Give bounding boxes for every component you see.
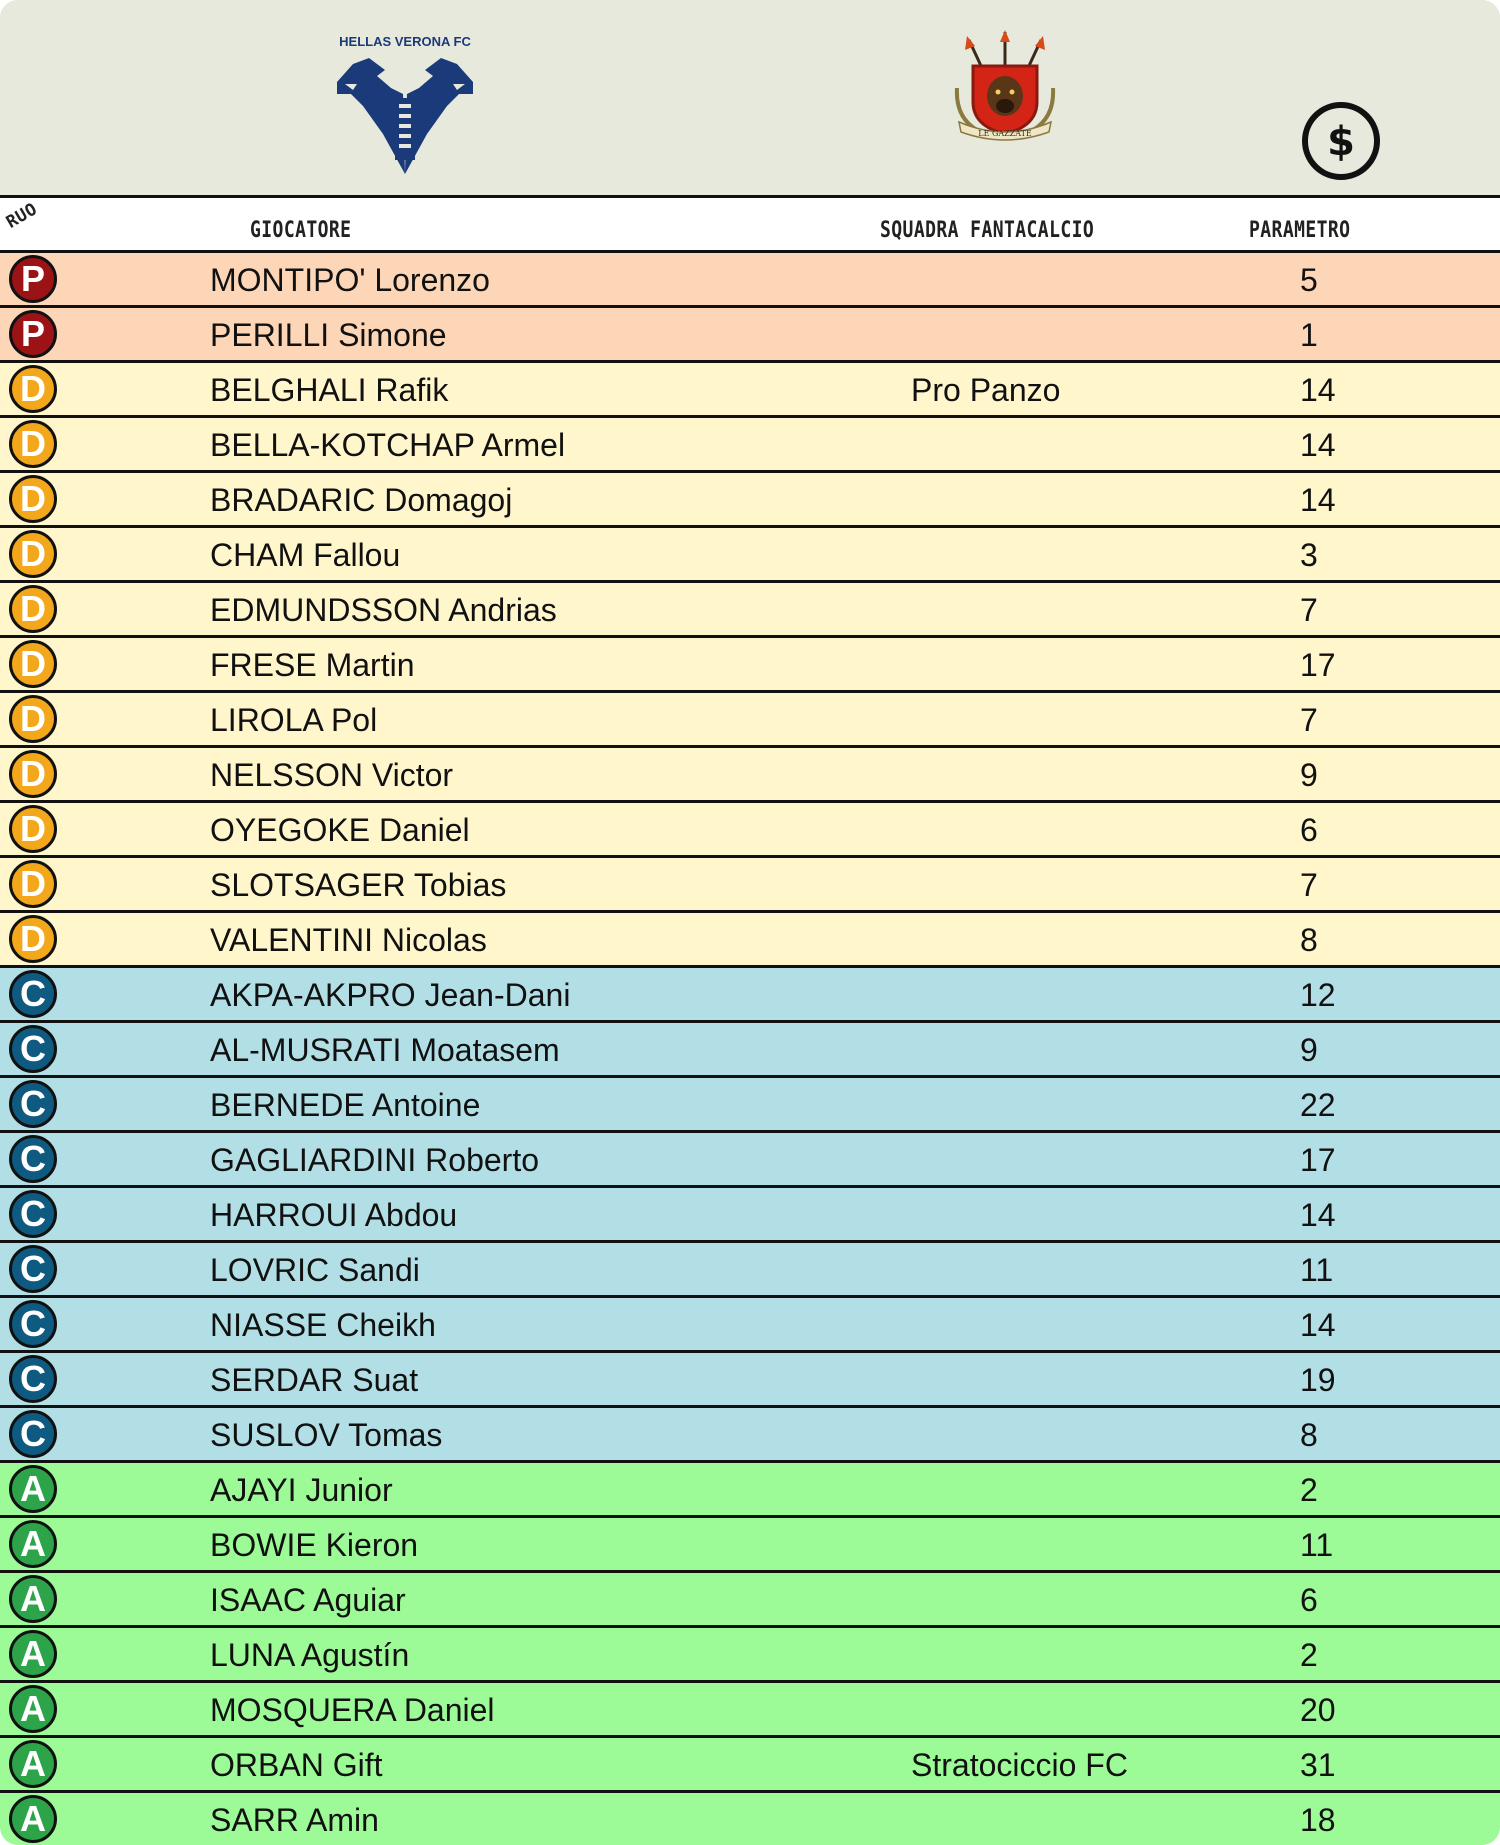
table-row [0, 858, 1500, 913]
player-parameter: 14 [1300, 482, 1336, 518]
role-badge: D [9, 860, 57, 908]
table-row [0, 1683, 1500, 1738]
table-row [0, 968, 1500, 1023]
column-header-player: GIOCATORE [250, 218, 352, 243]
role-badge: C [9, 1300, 57, 1348]
player-name: GAGLIARDINI Roberto [210, 1142, 539, 1178]
table-row [0, 1353, 1500, 1408]
table-row [0, 693, 1500, 748]
player-name: LUNA Agustín [210, 1637, 410, 1673]
dollar-coin-icon [1301, 101, 1381, 181]
player-parameter: 8 [1300, 1417, 1318, 1453]
player-parameter: 2 [1300, 1472, 1318, 1508]
table-row [0, 1573, 1500, 1628]
table-row [0, 748, 1500, 803]
table-row [0, 1408, 1500, 1463]
table-row [0, 1133, 1500, 1188]
player-name: LIROLA Pol [210, 702, 378, 738]
player-parameter: 7 [1300, 867, 1318, 903]
player-parameter: 14 [1300, 1307, 1336, 1343]
column-header-parameter: PARAMETRO [1249, 218, 1351, 243]
role-badge: C [9, 1190, 57, 1238]
player-parameter: 19 [1300, 1362, 1336, 1398]
table-row [0, 1243, 1500, 1298]
player-name: SUSLOV Tomas [210, 1417, 443, 1453]
column-header-role: RUO [3, 199, 41, 233]
column-header-fanta-team: SQUADRA FANTACALCIO [880, 218, 1095, 243]
role-badge: A [9, 1575, 57, 1623]
role-badge: C [9, 1355, 57, 1403]
player-parameter: 6 [1300, 1582, 1318, 1618]
role-badge: D [9, 420, 57, 468]
table-row [0, 583, 1500, 638]
role-badge: D [9, 695, 57, 743]
role-badge: A [9, 1740, 57, 1788]
table-row [0, 363, 1500, 418]
player-name: BELLA-KOTCHAP Armel [210, 427, 566, 463]
player-name: FRESE Martin [210, 647, 415, 683]
player-parameter: 1 [1300, 317, 1318, 353]
player-name: CHAM Fallou [210, 537, 401, 573]
table-row [0, 1298, 1500, 1353]
player-name: BRADARIC Domagoj [210, 482, 513, 518]
column-header-row [0, 198, 1500, 250]
role-badge: A [9, 1630, 57, 1678]
player-table [0, 253, 1500, 1845]
player-parameter: 7 [1300, 702, 1318, 738]
player-parameter: 3 [1300, 537, 1318, 573]
player-name: EDMUNDSSON Andrias [210, 592, 557, 628]
table-row [0, 473, 1500, 528]
role-badge: D [9, 805, 57, 853]
table-row [0, 308, 1500, 363]
table-row [0, 1793, 1500, 1845]
player-name: HARROUI Abdou [210, 1197, 458, 1233]
role-badge: C [9, 1245, 57, 1293]
table-row [0, 253, 1500, 308]
role-badge: D [9, 475, 57, 523]
role-badge: P [9, 310, 57, 358]
role-badge: D [9, 530, 57, 578]
player-parameter: 14 [1300, 372, 1336, 408]
player-name: BOWIE Kieron [210, 1527, 419, 1563]
table-row [0, 418, 1500, 473]
player-name: VALENTINI Nicolas [210, 922, 487, 958]
role-badge: C [9, 1080, 57, 1128]
player-parameter: 2 [1300, 1637, 1318, 1673]
player-parameter: 18 [1300, 1802, 1336, 1838]
player-parameter: 14 [1300, 427, 1336, 463]
player-parameter: 12 [1300, 977, 1336, 1013]
player-name: BELGHALI Rafik [210, 372, 449, 408]
player-parameter: 14 [1300, 1197, 1336, 1233]
league-ribbon-text: LE GAZZATE [978, 129, 1032, 138]
player-name: ISAAC Aguiar [210, 1582, 406, 1618]
header [0, 0, 1500, 196]
player-parameter: 6 [1300, 812, 1318, 848]
player-name: NELSSON Victor [210, 757, 454, 793]
hellas-verona-logo-icon [333, 54, 477, 176]
player-name: ORBAN Gift [210, 1747, 383, 1783]
player-parameter: 31 [1300, 1747, 1336, 1783]
player-parameter: 11 [1300, 1527, 1334, 1563]
role-badge: C [9, 970, 57, 1018]
role-badge: A [9, 1520, 57, 1568]
table-row [0, 528, 1500, 583]
table-row [0, 1463, 1500, 1518]
table-row [0, 1518, 1500, 1573]
player-parameter: 9 [1300, 757, 1318, 793]
table-row [0, 1628, 1500, 1683]
player-name: AKPA-AKPRO Jean-Dani [210, 977, 571, 1013]
player-name: MONTIPO' Lorenzo [210, 262, 490, 298]
player-name: SLOTSAGER Tobias [210, 867, 507, 903]
role-badge: A [9, 1465, 57, 1513]
role-badge: P [9, 255, 57, 303]
role-badge: A [9, 1685, 57, 1733]
table-row [0, 1023, 1500, 1078]
league-crest-logo-icon [945, 30, 1065, 142]
player-parameter: 7 [1300, 592, 1318, 628]
player-name: SARR Amin [210, 1802, 379, 1838]
role-badge: A [9, 1795, 57, 1843]
player-name: PERILLI Simone [210, 317, 447, 353]
currency-symbol: $ [1327, 119, 1355, 165]
table-row [0, 803, 1500, 858]
table-row [0, 1078, 1500, 1133]
club-name: HELLAS VERONA FC [339, 34, 471, 49]
table-row [0, 1188, 1500, 1243]
player-name: SERDAR Suat [210, 1362, 419, 1398]
role-badge: D [9, 640, 57, 688]
role-badge: C [9, 1410, 57, 1458]
table-row [0, 638, 1500, 693]
table-row [0, 913, 1500, 968]
player-name: AL-MUSRATI Moatasem [210, 1032, 560, 1068]
player-parameter: 20 [1300, 1692, 1336, 1728]
player-name: OYEGOKE Daniel [210, 812, 470, 848]
player-parameter: 11 [1300, 1252, 1334, 1288]
player-parameter: 8 [1300, 922, 1318, 958]
player-name: BERNEDE Antoine [210, 1087, 481, 1123]
player-name: LOVRIC Sandi [210, 1252, 420, 1288]
player-parameter: 17 [1300, 647, 1336, 683]
role-badge: D [9, 365, 57, 413]
player-name: NIASSE Cheikh [210, 1307, 436, 1343]
player-parameter: 22 [1300, 1087, 1336, 1123]
player-name: MOSQUERA Daniel [210, 1692, 495, 1728]
fanta-team: Pro Panzo [911, 372, 1061, 408]
table-row [0, 1738, 1500, 1793]
player-parameter: 17 [1300, 1142, 1336, 1178]
fanta-team: Stratociccio FC [911, 1747, 1128, 1783]
role-badge: D [9, 750, 57, 798]
player-parameter: 5 [1300, 262, 1318, 298]
role-badge: C [9, 1025, 57, 1073]
role-badge: D [9, 585, 57, 633]
role-badge: D [9, 915, 57, 963]
player-parameter: 9 [1300, 1032, 1318, 1068]
role-badge: C [9, 1135, 57, 1183]
player-name: AJAYI Junior [210, 1472, 393, 1508]
